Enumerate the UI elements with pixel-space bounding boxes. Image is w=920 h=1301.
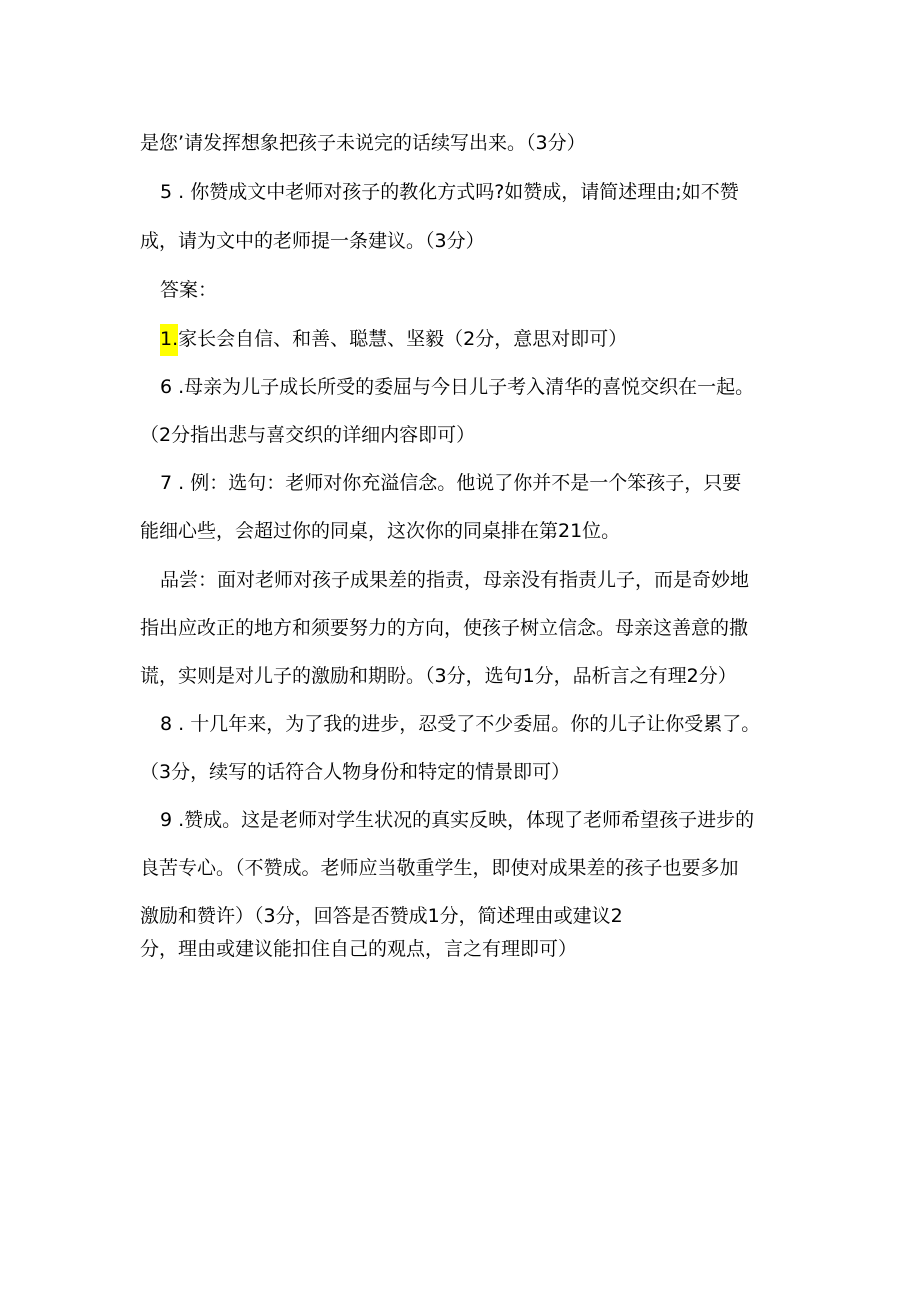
answer-8: 8 . 十几年来，为了我的进步，忍受了不少委屈。你的儿子让你受累了。 bbox=[160, 713, 761, 735]
text-line: 激励和赞许）（3分，回答是否赞成1分，简述理由或建议2 bbox=[140, 905, 623, 927]
text-line: 分，理由或建议能扣住自己的观点，言之有理即可） bbox=[140, 938, 578, 960]
question-5: 5 . 你赞成文中老师对孩子的教化方式吗?如赞成，请简述理由;如不赞 bbox=[160, 181, 739, 203]
text-line: 是您’请发挥想象把孩子未说完的话续写出来。（3分） bbox=[140, 132, 586, 154]
answer-7: 7 . 例：选句：老师对你充溢信念。他说了你并不是一个笨孩子，只要 bbox=[160, 472, 742, 494]
answer-1-text: 家长会自信、和善、聪慧、坚毅（2分，意思对即可） bbox=[178, 328, 628, 350]
text-line: 良苦专心。（不赞成。老师应当敬重学生，即使对成果差的孩子也要多加 bbox=[140, 857, 739, 879]
text-line: 成，请为文中的老师提一条建议。（3分） bbox=[140, 230, 485, 252]
answer-1 bbox=[160, 325, 627, 353]
text-line: 指出应改正的地方和须要努力的方向，使孩子树立信念。母亲这善意的撒 bbox=[140, 617, 749, 639]
highlighted-number: 1. bbox=[160, 324, 178, 356]
text-line: 能细心些，会超过你的同桌，这次你的同桌排在第21位。 bbox=[140, 520, 621, 542]
answers-heading: 答案： bbox=[160, 279, 218, 301]
answer-6: 6 .母亲为儿子成长所受的委屈与今日儿子考入清华的喜悦交织在一起。 bbox=[160, 376, 755, 398]
text-line: （3分，续写的话符合人物身份和特定的情景即可） bbox=[140, 761, 571, 783]
text-line: 谎，实则是对儿子的激励和期盼。（3分，选句1分，品析言之有理2分） bbox=[140, 665, 737, 687]
answer-9: 9 .赞成。这是老师对学生状况的真实反映，体现了老师希望孩子进步的 bbox=[160, 809, 755, 831]
appreciation-paragraph: 品尝：面对老师对孩子成果差的指责，母亲没有指责儿子，而是奇妙地 bbox=[160, 569, 750, 591]
text-line: （2分指出悲与喜交织的详细内容即可） bbox=[140, 424, 476, 446]
